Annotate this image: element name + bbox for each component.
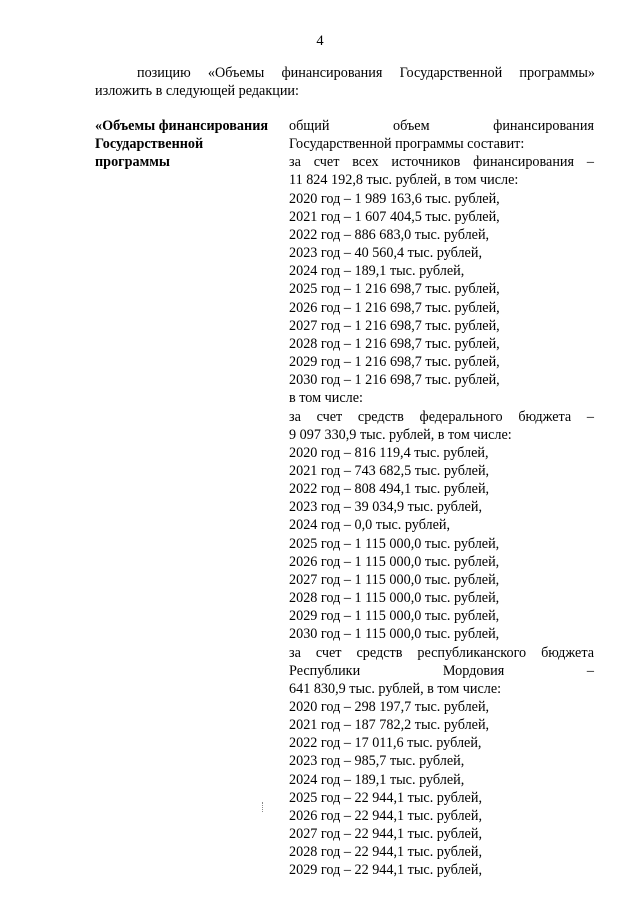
- scan-mark: [262, 802, 264, 812]
- funding-line: в том числе:: [289, 390, 363, 407]
- funding-line: 2025 год – 22 944,1 тыс. рублей,: [289, 789, 482, 806]
- funding-line: общий объем финансирования: [289, 118, 594, 134]
- funding-line: Республики Мордовия –: [289, 662, 594, 679]
- funding-line: 2030 год – 1 115 000,0 тыс. рублей,: [289, 626, 500, 643]
- funding-line: 2027 год – 22 944,1 тыс. рублей,: [289, 826, 482, 843]
- funding-line: 2023 год – 39 034,9 тыс. рублей,: [289, 499, 482, 516]
- funding-line: 2028 год – 1 216 698,7 тыс. рублей,: [289, 335, 500, 352]
- funding-line: 2027 год – 1 216 698,7 тыс. рублей,: [289, 317, 500, 334]
- intro-line: изложить в следующей редакции:: [95, 82, 299, 99]
- funding-line: 2029 год – 22 944,1 тыс. рублей,: [289, 862, 482, 879]
- funding-line: 2023 год – 40 560,4 тыс. рублей,: [289, 245, 482, 262]
- funding-line: 11 824 192,8 тыс. рублей, в том числе:: [289, 172, 519, 189]
- position-title-line: программы: [95, 154, 170, 170]
- funding-line: за счет средств республиканского бюджета: [289, 644, 594, 661]
- funding-line: 2029 год – 1 216 698,7 тыс. рублей,: [289, 354, 500, 371]
- funding-line: 2021 год – 1 607 404,5 тыс. рублей,: [289, 208, 500, 225]
- funding-line: 2024 год – 0,0 тыс. рублей,: [289, 517, 451, 534]
- position-title-line: «Объемы финансирования: [95, 118, 269, 134]
- funding-line: 2028 год – 1 115 000,0 тыс. рублей,: [289, 590, 500, 607]
- funding-line: 2022 год – 17 011,6 тыс. рублей,: [289, 735, 482, 752]
- funding-line: 2021 год – 743 682,5 тыс. рублей,: [289, 462, 490, 479]
- funding-line: 9 097 330,9 тыс. рублей, в том числе:: [289, 426, 512, 443]
- funding-description: [289, 117, 594, 880]
- position-title-line: Государственной: [95, 136, 204, 152]
- funding-line: 2025 год – 1 115 000,0 тыс. рублей,: [289, 535, 500, 552]
- funding-line: 2024 год – 189,1 тыс. рублей,: [289, 771, 465, 788]
- funding-line: 2022 год – 886 683,0 тыс. рублей,: [289, 226, 490, 243]
- funding-line: 2025 год – 1 216 698,7 тыс. рублей,: [289, 281, 500, 298]
- position-title: [95, 117, 281, 171]
- funding-line: за счет всех источников финансирования –: [289, 154, 594, 171]
- intro-line: позицию «Объемы финансирования Государственной программы»: [137, 65, 595, 81]
- funding-line: 2020 год – 816 119,4 тыс. рублей,: [289, 444, 489, 461]
- intro-paragraph: [95, 65, 595, 100]
- funding-line: 2030 год – 1 216 698,7 тыс. рублей,: [289, 372, 500, 389]
- funding-line: 2027 год – 1 115 000,0 тыс. рублей,: [289, 571, 500, 588]
- funding-line: 2024 год – 189,1 тыс. рублей,: [289, 263, 465, 280]
- funding-line: 641 830,9 тыс. рублей, в том числе:: [289, 680, 502, 697]
- funding-line: 2023 год – 985,7 тыс. рублей,: [289, 753, 465, 770]
- page-number: 4: [316, 33, 324, 49]
- funding-line: 2026 год – 22 944,1 тыс. рублей,: [289, 807, 482, 824]
- funding-line: 2028 год – 22 944,1 тыс. рублей,: [289, 844, 482, 861]
- funding-line: 2020 год – 1 989 163,6 тыс. рублей,: [289, 190, 500, 207]
- funding-line: 2029 год – 1 115 000,0 тыс. рублей,: [289, 608, 500, 625]
- funding-line: 2026 год – 1 216 698,7 тыс. рублей,: [289, 299, 500, 316]
- funding-line: 2022 год – 808 494,1 тыс. рублей,: [289, 481, 490, 498]
- funding-line: Государственной программы составит:: [289, 136, 525, 153]
- funding-line: 2020 год – 298 197,7 тыс. рублей,: [289, 699, 490, 715]
- funding-line: 2021 год – 187 782,2 тыс. рублей,: [289, 717, 490, 734]
- funding-line: 2026 год – 1 115 000,0 тыс. рублей,: [289, 553, 500, 570]
- funding-line: за счет средств федерального бюджета –: [289, 408, 594, 425]
